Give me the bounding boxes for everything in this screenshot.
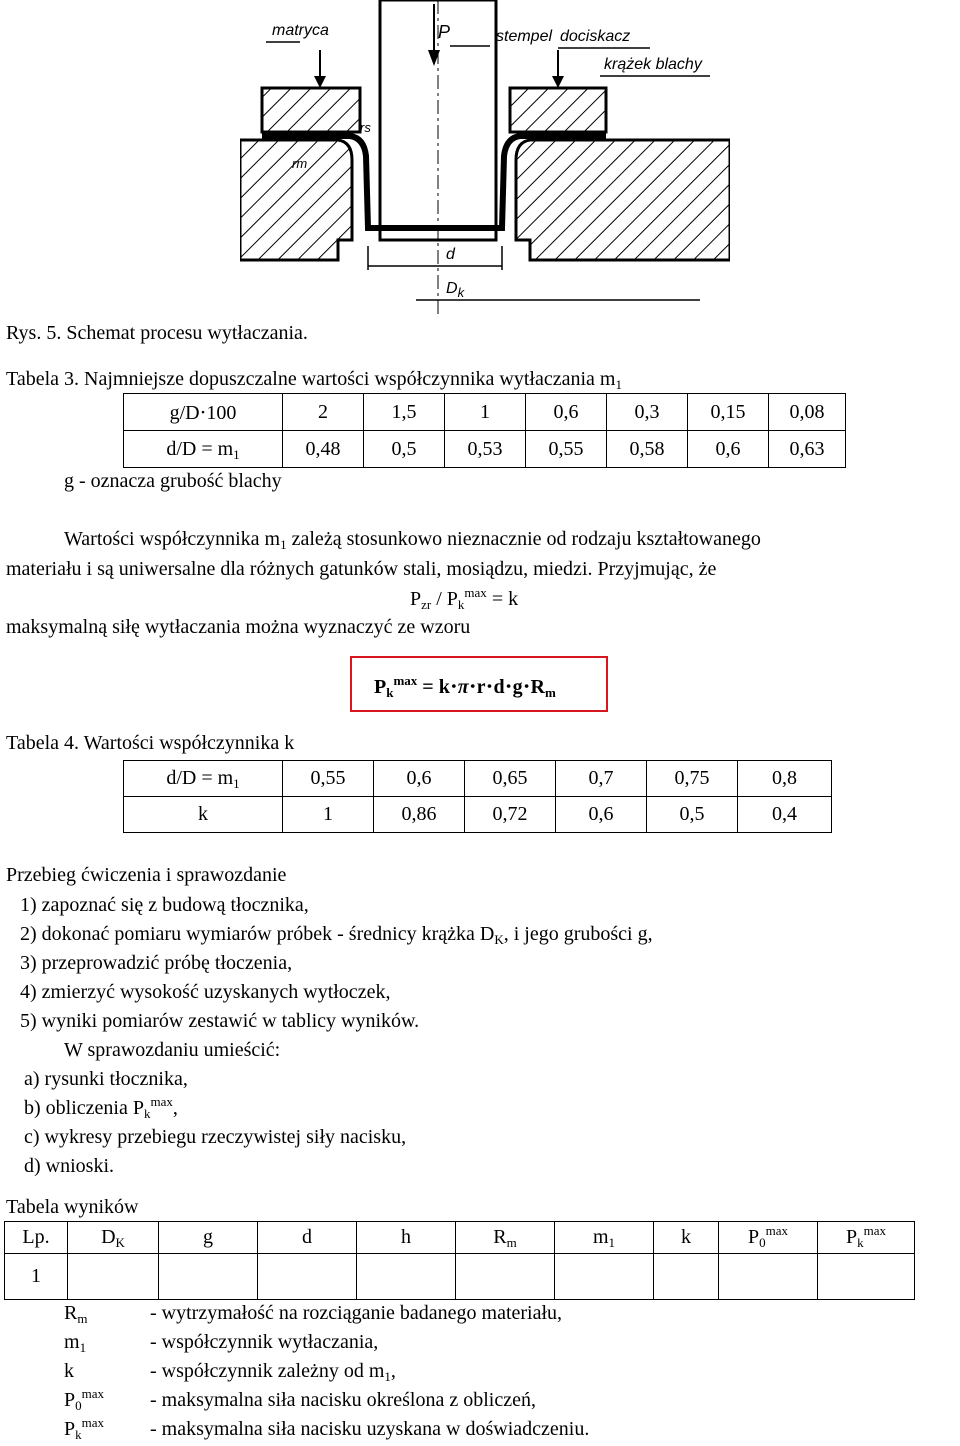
label-matryca: matryca <box>272 22 329 39</box>
report-item: a) rysunki tłocznika, <box>24 1068 188 1090</box>
table-cell[interactable] <box>68 1254 159 1300</box>
table-cell[interactable] <box>456 1254 555 1300</box>
exercise-heading: Przebieg ćwiczenia i sprawozdanie <box>6 864 287 886</box>
table-header-cell: k <box>654 1222 719 1254</box>
table-cell: 0,15 <box>688 394 769 431</box>
label-dociskacz: dociskacz <box>560 28 631 45</box>
exercise-step: 4) zmierzyć wysokość uzyskanych wytłoczek, <box>20 981 391 1003</box>
table-header-cell: $D_K$ <box>68 1222 159 1254</box>
table-header-cell: $R_m$ <box>456 1222 555 1254</box>
table-cell: k <box>124 797 283 833</box>
table-cell[interactable] <box>719 1254 818 1300</box>
legend-symbol: k <box>64 1360 74 1382</box>
legend-description: - współczynnik wytłaczania, <box>150 1331 379 1353</box>
table-cell[interactable] <box>654 1254 719 1300</box>
table4 <box>123 760 832 833</box>
exercise-step: 1) zapoznać się z budową tłocznika, <box>20 894 309 916</box>
table-cell: 0,63 <box>769 431 846 468</box>
table-header-cell: d <box>258 1222 357 1254</box>
table-header-cell: h <box>357 1222 456 1254</box>
results-data-row <box>5 1254 915 1300</box>
table-cell[interactable] <box>159 1254 258 1300</box>
results-table <box>4 1221 915 1300</box>
exercise-step: 2) dokonać pomiaru wymiarów próbek - średnicy krążka $D_K$, i jego grubości g, <box>20 923 653 947</box>
ratio-expression: $P_{zr} / P_k^{max} = k$ <box>410 585 519 612</box>
table-cell: 2 <box>283 394 364 431</box>
report-item: c) wykresy przebiegu rzeczywistej siły nacisku, <box>24 1126 407 1148</box>
table-cell: 0,65 <box>465 761 556 797</box>
legend-symbol: $P_k^{max}$ <box>64 1415 105 1442</box>
table-cell: 0,75 <box>647 761 738 797</box>
label-dk: $D_k$ <box>446 280 465 300</box>
table3-row-gd <box>124 394 846 431</box>
label-force-p: P <box>438 22 451 42</box>
legend-description: - maksymalna siła nacisku określona z obliczeń, <box>150 1389 536 1411</box>
table4-row-m1 <box>124 761 832 797</box>
table-cell: g/D⋅100 <box>124 394 283 431</box>
table-cell: 0,6 <box>526 394 607 431</box>
table-cell: 0,7 <box>556 761 647 797</box>
table-cell: 0,58 <box>607 431 688 468</box>
paragraph-line-2: materiału i są uniwersalne dla różnych gatunków stali, mosiądzu, miedzi. Przyjmując, że <box>6 558 717 580</box>
table-cell: 1 <box>445 394 526 431</box>
table-cell: 1 <box>283 797 374 833</box>
legend-description: - maksymalna siła nacisku uzyskana w doświadczeniu. <box>150 1418 590 1440</box>
label-rs: rs <box>360 120 371 135</box>
drawing-figure <box>240 0 730 316</box>
table-cell: 0,6 <box>556 797 647 833</box>
table-header-cell: $P_0^{max}$ <box>719 1222 818 1254</box>
table-cell: 0,6 <box>688 431 769 468</box>
table-cell[interactable] <box>357 1254 456 1300</box>
table-cell[interactable] <box>258 1254 357 1300</box>
results-title: Tabela wyników <box>6 1196 139 1218</box>
legend-description: - wytrzymałość na rozciąganie badanego materiału, <box>150 1302 563 1324</box>
table-cell: 0,4 <box>738 797 832 833</box>
table-cell: 0,72 <box>465 797 556 833</box>
table-cell: 1,5 <box>364 394 445 431</box>
table-header-cell: $P_k^{max}$ <box>818 1222 915 1254</box>
table-header-cell: Lp. <box>5 1222 68 1254</box>
label-rm: rm <box>292 156 308 171</box>
legend-symbol: $P_0^{max}$ <box>64 1386 105 1413</box>
report-item: d) wnioski. <box>24 1155 115 1177</box>
exercise-step: 5) wyniki pomiarów zestawić w tablicy wyników. <box>20 1010 420 1032</box>
table-cell[interactable] <box>555 1254 654 1300</box>
table-cell: 0,5 <box>647 797 738 833</box>
paragraph-line-4: maksymalną siłę wytłaczania można wyznaczyć ze wzoru <box>6 616 471 638</box>
table-cell: 0,6 <box>374 761 465 797</box>
table-cell: 0,86 <box>374 797 465 833</box>
paragraph-line-1: Wartości współczynnika $m_1$ zależą stosunkowo nieznacznie od rodzaju kształtowanego <box>64 528 761 552</box>
table-cell: 1 <box>5 1254 68 1300</box>
label-stempel: stempel <box>496 28 553 45</box>
formula-box <box>350 656 608 712</box>
table-cell: 0,8 <box>738 761 832 797</box>
table3 <box>123 393 846 468</box>
label-krazek-blachy: krążek blachy <box>604 56 702 73</box>
table-header-cell: g <box>159 1222 258 1254</box>
table-cell: 0,55 <box>526 431 607 468</box>
report-heading: W sprawozdaniu umieścić: <box>64 1039 281 1061</box>
formula-text: $P_k^{max} = k\cdot\pi\cdot r\cdot d\cdot g\cdot R_m$ <box>374 673 556 700</box>
results-header-row <box>5 1222 915 1254</box>
table3-note: g - oznacza grubość blachy <box>64 470 282 492</box>
table3-row-m1 <box>124 431 846 468</box>
table-cell: 0,48 <box>283 431 364 468</box>
table-cell: $d/D = m_1$ <box>124 431 283 468</box>
legend-description: - współczynnik zależny od $m_1$, <box>150 1360 396 1384</box>
figure-caption: Rys. 5. Schemat procesu wytłaczania. <box>6 322 308 344</box>
legend-symbol: $m_1$ <box>64 1331 87 1355</box>
table-cell: $d/D = m_1$ <box>124 761 283 797</box>
table-cell: 0,55 <box>283 761 374 797</box>
table-cell: 0,3 <box>607 394 688 431</box>
table-header-cell: $m_1$ <box>555 1222 654 1254</box>
table3-title: Tabela 3. Najmniejsze dopuszczalne wartości współczynnika wytłaczania $m_1$ <box>6 368 622 392</box>
table-cell[interactable] <box>818 1254 915 1300</box>
legend-symbol: $R_m$ <box>64 1302 88 1326</box>
table-cell: 0,53 <box>445 431 526 468</box>
deep-drawing-schematic <box>240 0 730 316</box>
table-cell: 0,08 <box>769 394 846 431</box>
label-d: d <box>446 246 455 263</box>
exercise-step: 3) przeprowadzić próbę tłoczenia, <box>20 952 293 974</box>
table4-title: Tabela 4. Wartości współczynnika k <box>6 732 295 754</box>
table4-row-k <box>124 797 832 833</box>
report-item: b) obliczenia $P_k^{max}$, <box>24 1094 178 1121</box>
table-cell: 0,5 <box>364 431 445 468</box>
